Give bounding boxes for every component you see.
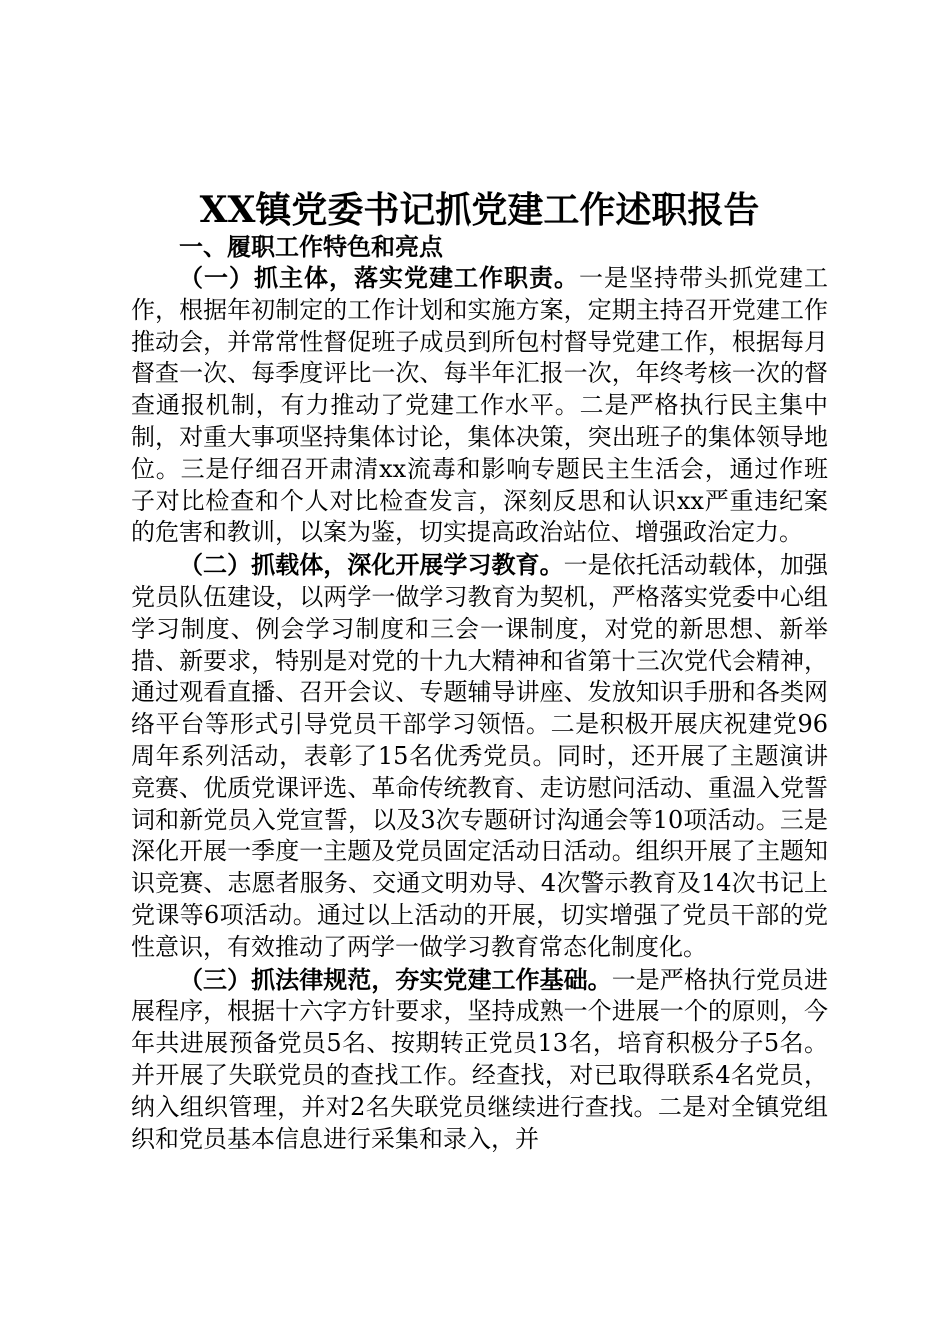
section-heading: 一、履职工作特色和亮点 (179, 232, 443, 261)
paragraph-1-body: 一是坚持带头抓党建工作，根据年初制定的工作计划和实施方案，定期主持召开党建工作推动会，并常常性督促班子成员到所包村督导党建工作，根据每月督查一次、每季度评比一次、每半年汇报一次，年终考核一次的督查通报机制，有力推动了党建工作水平。二是严格执行民主集中制，对重大事项坚持集体讨论，集体决策，突出班子的集体领导地位。三是仔细召开肃清xx流毒和影响专题民主生活会，通过作班子对比检查和个人对比检查发言，深刻反思和认识xx严重违纪案的危害和教训，以案为鉴，切实提高政治站位、增强政治定力。 (131, 264, 828, 547)
paragraph-3 (131, 964, 828, 1156)
paragraph-1-lead: （一）抓主体，落实党建工作职责。 (179, 263, 579, 292)
document-title: XX镇党委书记抓党建工作述职报告 (199, 189, 760, 231)
paragraph-3-lead: （三）抓法律规范，夯实党建工作基础。 (179, 964, 612, 994)
paragraph-3-body: 一是严格执行党员进展程序，根据十六字方针要求，坚持成熟一个进展一个的原则，今年共进展预备党员5名、按期转正党员13名，培育积极分子5名。并开展了失联党员的查找工作。经查找，对已取得联系4名党员，纳入组织管理，并对2名失联党员继续进行查找。二是对全镇党组织和党员基本信息进行采集和录入，并 (131, 965, 829, 1153)
document-page (131, 188, 828, 1155)
paragraph-2-body: 一是依托活动载体，加强党员队伍建设，以两学一做学习教育为契机，严格落实党委中心组学习制度、例会学习制度和三会一课制度，对党的新思想、新举措、新要求，特别是对党的十九大精神和省第十三次党代会精神，通过观看直播、召开会议、专题辅导讲座、发放知识手册和各类网络平台等形式引导党员干部学习领悟。二是积极开展庆祝建党96周年系列活动，表彰了15名优秀党员。同时，还开展了主题演讲竞赛、优质党课评选、革命传统教育、走访慰问活动、重温入党誓词和新党员入党宣誓，以及3次专题研讨沟通会等10项活动。三是深化开展一季度一主题及党员固定活动日活动。组织开展了主题知识竞赛、志愿者服务、交通文明劝导、4次警示教育及14次书记上党课等6项活动。通过以上活动的开展，切实增强了党员干部的党性意识，有效推动了两学一做学习教育常态化制度化。 (131, 551, 829, 961)
paragraph-2 (131, 549, 828, 963)
paragraph-2-lead: （二）抓载体，深化开展学习教育。 (179, 550, 564, 580)
paragraph-1 (131, 262, 828, 549)
